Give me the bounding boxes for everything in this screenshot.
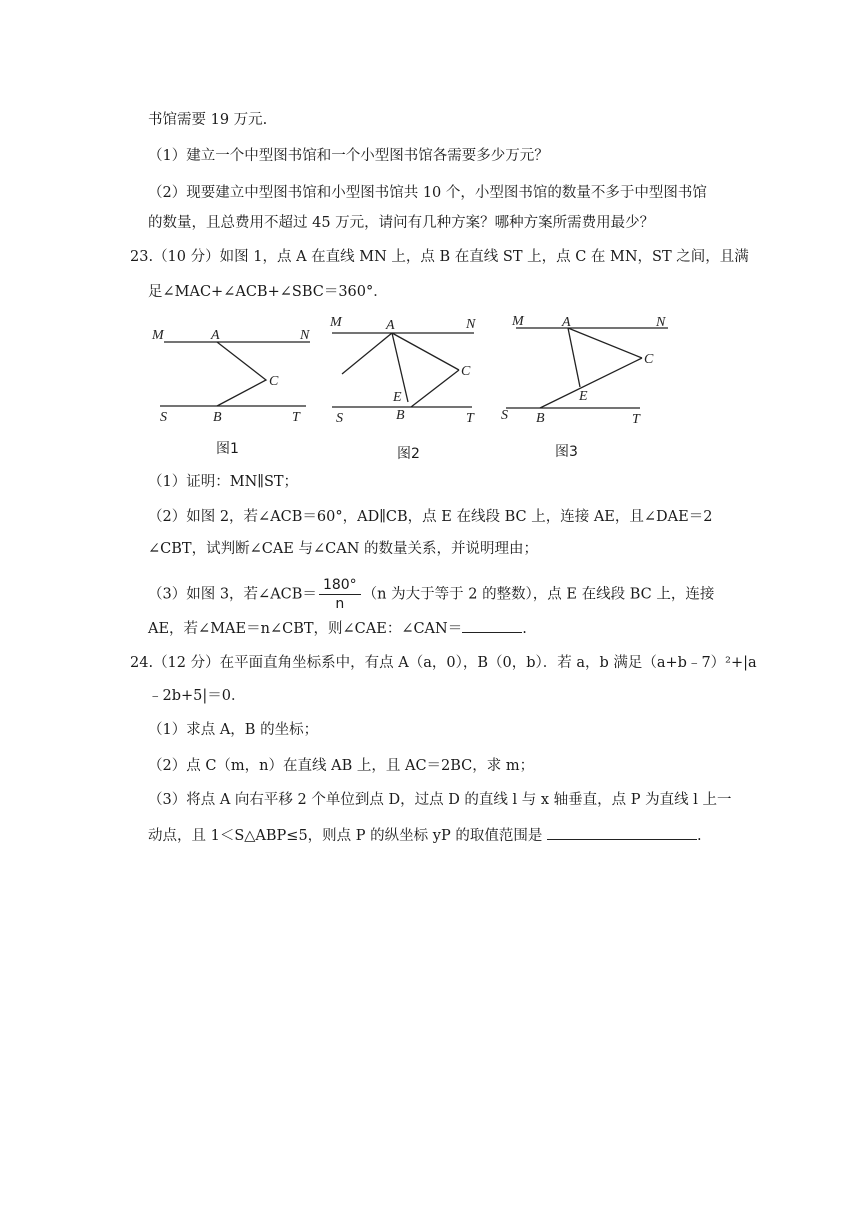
fig1-label-t: T [292,410,300,425]
fig3-label-b: B [536,411,545,426]
fig3-label-e: E [579,389,588,404]
fig3-label-a: A [562,315,571,330]
q23-part3-post: （n 为大于等于 2 的整数），点 E 在线段 BC 上，连接 [362,586,715,603]
fig2-label-a: A [386,318,395,333]
q23-intro-line1 [130,247,749,267]
q23-intro-line2: 足∠MAC+∠ACB+∠SBC＝360°． [148,284,388,300]
q23-score: （10 分） [153,249,220,265]
figure-3-caption: 图3 [555,444,578,460]
q23-part3-end: . [522,621,527,637]
q23-part1: （1）证明：MN∥ST； [148,474,299,490]
fig1-label-b: B [213,410,222,425]
figure-1-diagram [150,320,325,425]
q24-part2: （2）点 C（m，n）在直线 AB 上，且 AC＝2BC，求 m； [148,758,535,774]
figure-1 [150,320,325,425]
fig3-label-s: S [501,408,508,423]
angle-fraction [319,576,361,613]
answer-blank-range [547,825,697,840]
figure-2 [326,312,486,427]
fig2-label-b: B [396,408,405,423]
q23-part3-line2 [148,618,527,639]
fig2-label-t: T [466,411,474,426]
q23-number: 23. [130,249,154,265]
fraction-denominator: n [335,596,345,612]
figure-3-diagram [498,312,683,427]
q22-part2-line2: 的数量，且总费用不超过 45 万元，请问有几种方案？哪种方案所需费用最少？ [148,215,655,231]
fig2-label-e: E [393,390,402,405]
fig2-label-s: S [336,411,343,426]
q23-intro-text: 如图 1，点 A 在直线 MN 上，点 B 在直线 ST 上，点 C 在 MN，ST 之间，且满 [219,249,749,265]
q22-part1: （1）建立一个中型图书馆和一个小型图书馆各需要多少万元？ [148,148,549,164]
fig3-label-t: T [632,412,640,427]
q24-score: （12 分） [153,655,220,671]
q24-intro-line1 [130,653,757,673]
q24-part1: （1）求点 A，B 的坐标； [148,722,319,738]
q24-intro-line2: ﹣2b+5|＝0． [148,688,246,704]
q23-part3-line1 [148,576,714,613]
fig1-label-a: A [211,328,220,343]
q23-part3-question: AE，若∠MAE＝n∠CBT，则∠CAE：∠CAN＝ [148,621,463,637]
fig2-label-c: C [461,364,471,379]
fig3-label-n: N [656,315,666,330]
fig1-label-m: M [152,328,164,343]
q23-part2-line1: （2）如图 2，若∠ACB＝60°，AD∥CB，点 E 在线段 BC 上，连接 AE，且∠DAE＝2 [148,509,713,525]
q24-number: 24. [130,655,154,671]
fraction-numerator: 180° [319,576,361,595]
q24-part3-line1: （3）将点 A 向右平移 2 个单位到点 D，过点 D 的直线 l 与 x 轴垂直，点 P 为直线 l 上一 [148,792,732,808]
q23-part3-pre: （3）如图 3，若∠ACB＝ [148,586,317,603]
figure-2-diagram [326,312,486,427]
q22-part2-line1: （2）现要建立中型图书馆和小型图书馆共 10 个，小型图书馆的数量不多于中型图书馆 [148,185,707,201]
fig1-label-s: S [160,410,167,425]
fig3-label-c: C [644,352,654,367]
q24-part3-end: . [696,828,702,844]
fig2-label-m: M [330,315,342,330]
answer-blank-ratio [462,618,522,633]
q24-intro-text: 在平面直角坐标系中，有点 A（a，0），B（0，b）．若 a，b 满足（a+b﹣7）²+|a [219,655,757,671]
fig1-label-c: C [269,374,279,389]
fig1-label-n: N [300,328,310,343]
fig2-label-n: N [466,317,476,332]
figure-2-caption: 图2 [397,446,420,462]
q23-part2-line2: ∠CBT，试判断∠CAE 与∠CAN 的数量关系，并说明理由； [148,541,538,557]
figure-1-caption: 图1 [216,441,239,457]
figure-3 [498,312,683,427]
q22-continuation: 书馆需要 19 万元. [148,112,268,128]
q24-part3-line2 [148,825,702,846]
fig3-label-m: M [512,314,524,329]
q24-part3-question: 动点，且 1＜S△ABP≤5，则点 P 的纵坐标 yP 的取值范围是 [148,828,543,844]
